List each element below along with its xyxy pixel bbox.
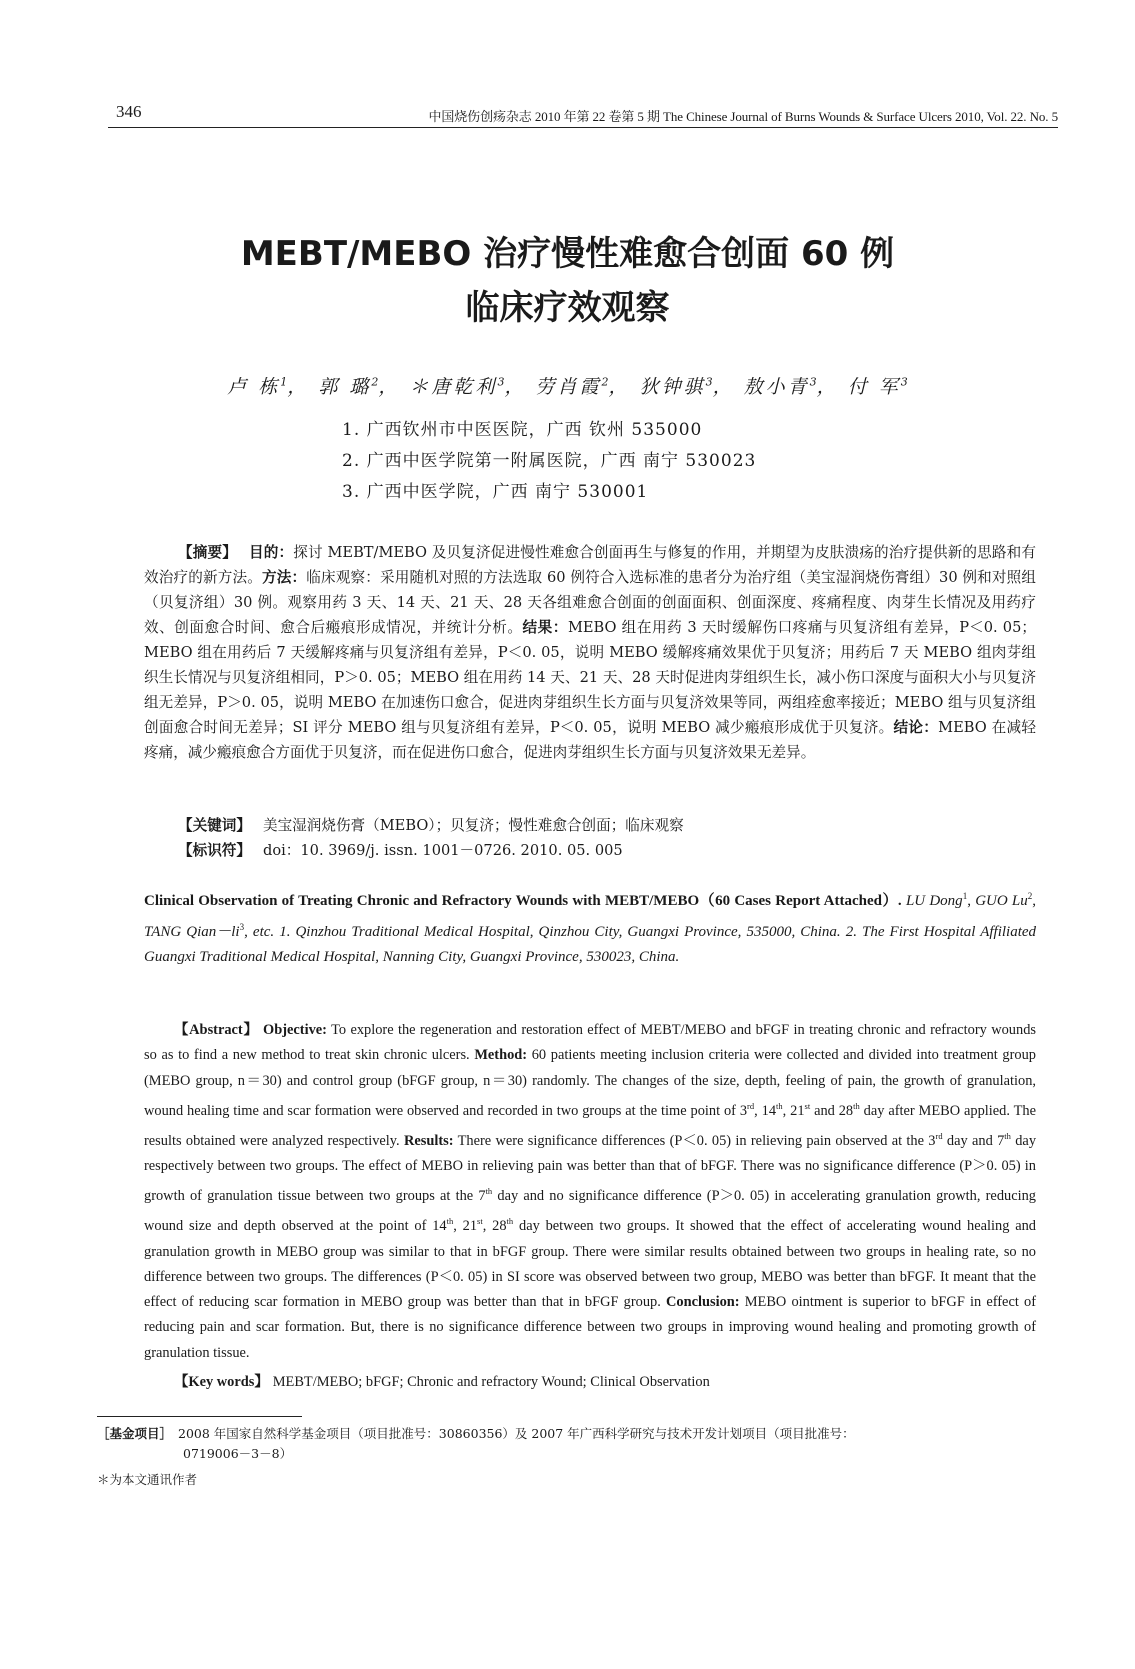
- running-header: [108, 98, 1058, 128]
- author: 狄钟骐$^3$: [639, 375, 713, 398]
- abstract-english: 【Abstract】 Objective: To explore the regeneration and restoration effect of MEBT/MEBO and bFGF in treating chronic and refractory wounds so as to find a new method to treat skin chronic ulcers. Method: 60 patients meeting inclusion criteria were collected and divided into treatment group (MEBO group, n＝30) and control group (bFGF group, n＝30) randomly. The changes of the size, depth, feeling of pain, the growth of granulation, wound healing time and scar formation were observed and recorded in two groups at the time point of 3rd, 14th, 21st and 28th day after MEBO applied. The results obtained were analyzed respectively. Results: There were significance differences (P＜0. 05) in relieving pain observed at the 3rd day and 7th day respectively between two groups. The effect of MEBO in relieving pain was better than that of bFGF. There was no significance difference (P＞0. 05) in growth of granulation tissue between two groups at the 7th day and no significance difference (P＞0. 05) in accelerating granulation growth, reducing wound size and depth observed at the point of 14th, 21st, 28th day between two groups. It showed that the effect of accelerating wound healing and granulation growth in MEBO group was similar to that in bFGF group. There were similar results obtained between two groups in healing rate, so no difference between two groups. The differences (P＜0. 05) in SI score was observed between two group, MEBO was better than bFGF. It meant that the effect of reducing scar formation in MEBO group was better than that in bFGF group. Conclusion: MEBO ointment is superior to bFGF in effect of reducing pain and scar formation. But, there is no significance difference between two groups in improving wound healing and promoting growth of granulation tissue.: [144, 1022, 1037, 1361]
- keywords-chinese: 【关键词】 美宝湿润烧伤膏（MEBO）；贝复济；慢性难愈合创面；临床观察: [178, 817, 684, 834]
- author: ＊唐乾利$^3$: [409, 375, 505, 398]
- abstract-chinese: 【摘要】 目的：探讨 MEBT/MEBO 及贝复济促进慢性难愈合创面再生与修复的作用，并期望为皮肤溃疡的治疗提供新的思路和有效治疗的新方法。方法：临床观察：采用随机对照的方法选取 60 例符合入选标准的患者分为治疗组（美宝湿润烧伤膏组）30 例和对照组（贝复济组）30 例。观察用药 3 天、14 天、21 天、28 天各组难愈合创面的创面面积、创面深度、疼痛程度、肉芽生长情况及用药疗效、创面愈合时间、愈合后瘢痕形成情况，并统计分析。结果：MEBO 组在用药 3 天时缓解伤口疼痛与贝复济组有差异，P＜0. 05；MEBO 组在用药后 7 天缓解疼痛与贝复济组有差异，P＜0. 05，说明 MEBO 缓解疼痛效果优于贝复济；用药后 7 天 MEBO 组肉芽组织生长情况与贝复济组相同，P＞0. 05；MEBO 组在用药 14 天、21 天、28 天时促进肉芽组织生长，减小伤口深度与面积大小与贝复济组无差异，P＞0. 05，说明 MEBO 在加速伤口愈合，促进肉芽组织生长方面与贝复济效果等同，两组痊愈率接近；MEBO 组与贝复济组创面愈合时间无差异；SI 评分 MEBO 组与贝复济组有差异，P＜0. 05，说明 MEBO 减少瘢痕形成优于贝复济。结论：MEBO 在减轻疼痛，减少瘢痕愈合方面优于贝复济，而在促进伤口愈合，促进肉芽组织生长方面与贝复济效果无差异。: [144, 544, 1036, 761]
- page-number: 346: [116, 102, 142, 121]
- affiliation: 3. 广西中医学院，广西 南宁 530001: [342, 482, 649, 502]
- affiliation-list: [342, 415, 756, 508]
- affiliation: 1. 广西钦州市中医医院，广西 钦州 535000: [342, 420, 703, 440]
- english-title-block: Clinical Observation of Treating Chronic and Refractory Wounds with MEBT/MEBO（60 Cases Report Attached）. LU Dong$^1$, GUO Lu$^2$, TANG $Qian-li^3$, etc. 1. Qinzhou Traditional Medical Hospital, Qinzhou City, Guangxi Province, 535000, China. 2. The First Hospital Affiliated Guangxi Traditional Medical Hospital, Nanning City, Guangxi Province, 530023, China.: [144, 891, 1037, 965]
- title-line-1: MEBT/MEBO 治疗慢性难愈合创面 60 例: [240, 234, 895, 274]
- author: 郭 璐$^2$: [318, 375, 379, 398]
- header-rule: [108, 127, 1058, 128]
- author: 劳肖霞$^2$: [535, 375, 609, 398]
- title-line-2: 临床疗效观察: [465, 288, 670, 328]
- corresponding-author-note: ＊为本文通讯作者: [97, 1472, 198, 1487]
- affiliation: 2. 广西中医学院第一附属医院，广西 南宁 530023: [342, 451, 757, 471]
- running-head: 中国烧伤创疡杂志 2010 年第 22 卷第 5 期 The Chinese Journal of Burns Wounds & Surface Ulcers 2010, Vol. 22. No. 5: [428, 109, 1058, 124]
- author: 付 军$^3$: [847, 375, 908, 398]
- keywords-english: 【Key words】 MEBT/MEBO; bFGF; Chronic and refractory Wound; Clinical Observation: [174, 1374, 710, 1390]
- funding-footnote: ［基金项目］ 2008 年国家自然科学基金项目（项目批准号：30860356）及 2007 年广西科学研究与技术开发计划项目（项目批准号： 0719006－3－8）: [97, 1426, 855, 1461]
- author-list: 卢 栋$^1$， 郭 璐$^2$， ＊唐乾利$^3$， 劳肖霞$^2$， 狄钟骐$^3$， 敖小青$^3$， 付 军$^3$: [227, 375, 908, 398]
- english-title: Clinical Observation of Treating Chronic and Refractory Wounds with MEBT/MEBO（60 Cases Report Attached）.: [144, 893, 902, 909]
- identifier-doi: 【标识符】 doi：10. 3969/j. issn. 1001－0726. 2010. 05. 005: [178, 842, 623, 859]
- author: 卢 栋$^1$: [227, 375, 288, 398]
- author: 敖小青$^3$: [743, 375, 817, 398]
- footnote-rule: [97, 1416, 302, 1417]
- abstract-label: 【摘要】: [178, 544, 237, 561]
